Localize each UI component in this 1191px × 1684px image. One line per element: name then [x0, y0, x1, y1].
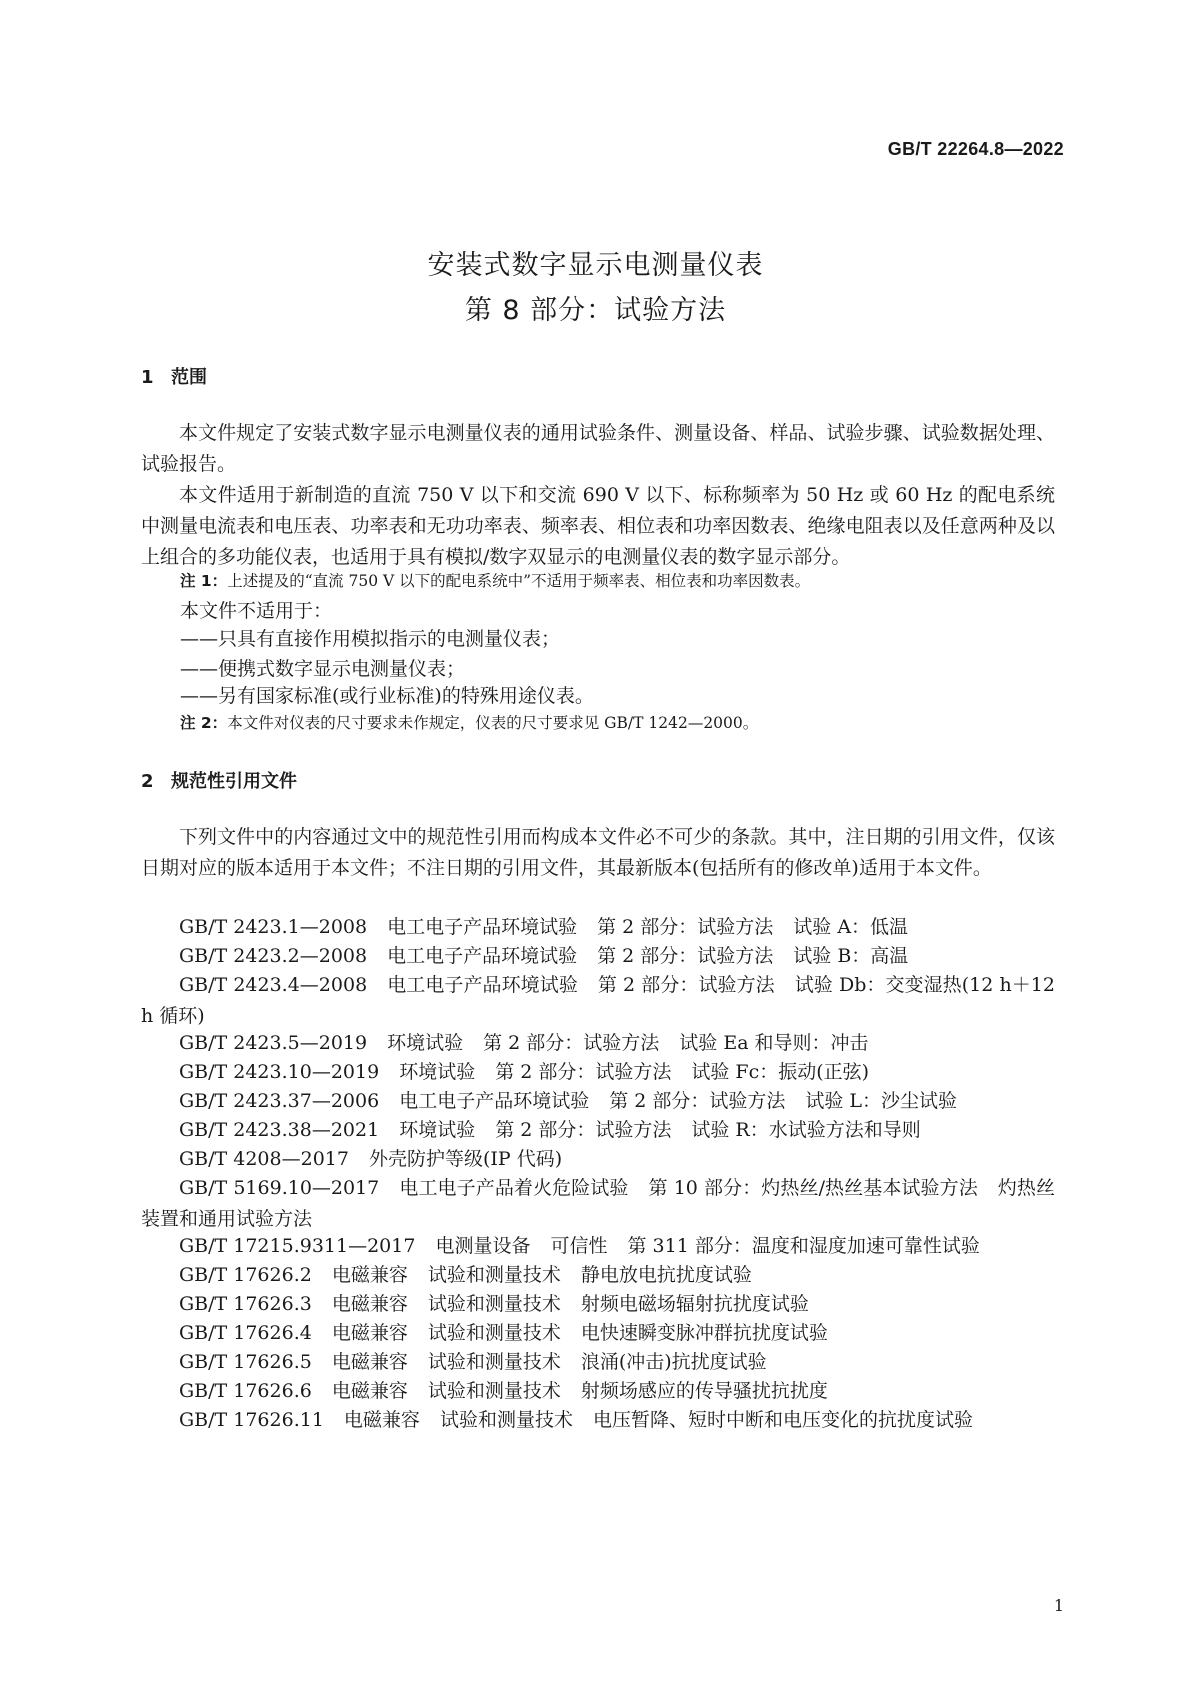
note-1-text: 上述提及的“直流 750 V 以下的配电系统中”不适用于频率表、相位表和功率因数表。 [227, 572, 811, 590]
reference-title-part: 试验 B：高温 [793, 945, 909, 967]
reference-title-part: 试验和测量技术 [427, 1322, 561, 1344]
section-1-heading [141, 363, 207, 389]
reference-title-part: 电磁兼容 [331, 1293, 408, 1315]
reference-code: GB/T 17626.6 [179, 1380, 312, 1402]
document-code: GB/T 22264.8—2022 [887, 139, 1064, 159]
exclusion-item: ——便携式数字显示电测量仪表； [180, 658, 466, 680]
section-1-paragraph-1: 本文件规定了安装式数字显示电测量仪表的通用试验条件、测量设备、样品、试验步骤、试验数据处理、试验报告。 [141, 422, 1055, 475]
reference-code: GB/T 17626.4 [179, 1322, 312, 1344]
reference-entry [141, 1173, 1055, 1235]
document-title: 安装式数字显示电测量仪表 [427, 250, 764, 281]
reference-title-part: 试验 R：水试验方法和导则 [691, 1119, 921, 1141]
reference-code: GB/T 2423.2—2008 [179, 945, 368, 967]
reference-entry [141, 1231, 1055, 1262]
reference-entry [141, 1289, 1055, 1320]
reference-title-part: 第 2 部分：试验方法 [483, 1032, 660, 1054]
reference-entry [141, 1347, 1055, 1378]
reference-entry [141, 1260, 1055, 1291]
reference-entry [141, 941, 1055, 972]
reference-title-part: 电测量设备 [435, 1235, 531, 1257]
reference-entry [141, 1115, 1055, 1146]
note-1-label: 注 1： [180, 572, 228, 590]
reference-code: GB/T 17215.9311—2017 [179, 1235, 416, 1257]
reference-title-part: 试验 Fc：振动(正弦) [691, 1061, 870, 1083]
reference-entry [141, 1028, 1055, 1059]
reference-title-part: 电快速瞬变脉冲群抗扰度试验 [580, 1322, 828, 1344]
reference-entry [141, 1057, 1055, 1088]
reference-code: GB/T 2423.38—2021 [179, 1119, 380, 1141]
reference-code: GB/T 17626.5 [179, 1351, 312, 1373]
reference-code: GB/T 2423.10—2019 [179, 1061, 380, 1083]
section-2-intro: 下列文件中的内容通过文中的规范性引用而构成本文件必不可少的条款。其中，注日期的引用文件，仅该日期对应的版本适用于本文件；不注日期的引用文件，其最新版本(包括所有的修改单)适用于本文件。 [141, 826, 1055, 879]
reference-code: GB/T 17626.3 [179, 1293, 312, 1315]
reference-title-part: 环境试验 [399, 1119, 476, 1141]
section-1-paragraph-2: 本文件适用于新制造的直流 750 V 以下和交流 690 V 以下、标称频率为 50 Hz 或 60 Hz 的配电系统中测量电流表和电压表、功率表和无功功率表、频率表、相位表和功率因数表、绝缘电阻表以及任意两种及以上组合的多功能仪表，也适用于具有模拟/数字双显示的电测量仪表的数字显示部分。 [141, 484, 1055, 568]
reference-title-part: 第 311 部分：温度和湿度加速可靠性试验 [627, 1235, 980, 1257]
reference-title-part: 电磁兼容 [343, 1409, 420, 1431]
reference-title-part: 试验和测量技术 [439, 1409, 573, 1431]
reference-title-part: 第 2 部分：试验方法 [597, 945, 774, 967]
reference-code: GB/T 17626.11 [179, 1409, 324, 1431]
reference-title-part: 射频场感应的传导骚扰抗扰度 [580, 1380, 828, 1402]
reference-entry [141, 1376, 1055, 1407]
reference-title-part: 第 2 部分：试验方法 [597, 916, 774, 938]
reference-title-part: 试验 Db：交变湿热(12 h＋12 h 循环) [141, 974, 1055, 1027]
note-1 [180, 570, 1060, 592]
reference-entry [141, 1405, 1055, 1436]
note-2-text: 本文件对仪表的尺寸要求未作规定，仪表的尺寸要求见 GB/T 1242—2000。 [227, 714, 759, 732]
reference-title-part: 电压暂降、短时中断和电压变化的抗扰度试验 [592, 1409, 973, 1431]
reference-code: GB/T 4208—2017 [179, 1148, 349, 1170]
section-2-number: 2 [141, 771, 154, 792]
reference-title-part: 试验和测量技术 [427, 1351, 561, 1373]
reference-title-part: 试验 L：沙尘试验 [805, 1090, 958, 1112]
reference-entry [141, 912, 1055, 943]
document-subtitle: 第 8 部分：试验方法 [464, 295, 727, 326]
section-1-title: 范围 [171, 367, 207, 388]
reference-title-part: 试验 Ea 和导则：冲击 [679, 1032, 869, 1054]
reference-title-part: 电磁兼容 [331, 1380, 408, 1402]
reference-title-part: 电磁兼容 [331, 1264, 408, 1286]
reference-entry [141, 1144, 1055, 1175]
note-2 [180, 712, 1060, 734]
reference-code: GB/T 2423.1—2008 [179, 916, 368, 938]
note-2-label: 注 2： [180, 714, 228, 732]
reference-title-part: 第 2 部分：试验方法 [597, 974, 775, 996]
reference-title-part: 静电放电抗扰度试验 [580, 1264, 752, 1286]
reference-code: GB/T 17626.2 [179, 1264, 312, 1286]
reference-title-part: 电工电子产品环境试验 [399, 1090, 590, 1112]
reference-title-part: 第 10 部分：灼热丝/热丝基本试验方法 [648, 1177, 978, 1199]
section-1-number: 1 [141, 367, 154, 388]
reference-title-part: 试验和测量技术 [427, 1264, 561, 1286]
reference-title-part: 可信性 [550, 1235, 608, 1257]
reference-title-part: 试验和测量技术 [427, 1380, 561, 1402]
reference-title-part: 浪涌(冲击)抗扰度试验 [580, 1351, 767, 1373]
reference-title-part: 试验和测量技术 [427, 1293, 561, 1315]
section-2-title: 规范性引用文件 [171, 771, 297, 792]
reference-title-part: 环境试验 [387, 1032, 464, 1054]
page-number: 1 [1053, 1596, 1064, 1615]
exclusion-item: ——只具有直接作用模拟指示的电测量仪表； [180, 628, 561, 650]
reference-title-part: 电磁兼容 [331, 1322, 408, 1344]
reference-code: GB/T 2423.37—2006 [179, 1090, 380, 1112]
reference-title-part: 电工电子产品环境试验 [387, 945, 578, 967]
reference-code: GB/T 5169.10—2017 [179, 1177, 380, 1199]
reference-entry [141, 1086, 1055, 1117]
not-applicable-intro: 本文件不适用于： [180, 600, 333, 622]
section-2-heading [141, 767, 297, 793]
exclusion-item: ——另有国家标准(或行业标准)的特殊用途仪表。 [180, 685, 594, 707]
reference-title-part: 射频电磁场辐射抗扰度试验 [580, 1293, 809, 1315]
reference-title-part: 第 2 部分：试验方法 [495, 1119, 672, 1141]
reference-title-part: 第 2 部分：试验方法 [609, 1090, 786, 1112]
reference-title-part: 电工电子产品着火危险试验 [399, 1177, 629, 1199]
reference-title-part: 灼热丝装置和通用试验方法 [141, 1177, 1055, 1230]
reference-title-part: 电磁兼容 [331, 1351, 408, 1373]
reference-title-part: 电工电子产品环境试验 [387, 974, 578, 996]
reference-title-part: 外壳防护等级(IP 代码) [368, 1148, 563, 1170]
reference-code: GB/T 2423.4—2008 [179, 974, 368, 996]
reference-entry [141, 1318, 1055, 1349]
reference-title-part: 电工电子产品环境试验 [387, 916, 578, 938]
reference-title-part: 环境试验 [399, 1061, 476, 1083]
reference-code: GB/T 2423.5—2019 [179, 1032, 368, 1054]
reference-title-part: 试验 A：低温 [793, 916, 909, 938]
reference-title-part: 第 2 部分：试验方法 [495, 1061, 672, 1083]
reference-entry [141, 970, 1055, 1032]
